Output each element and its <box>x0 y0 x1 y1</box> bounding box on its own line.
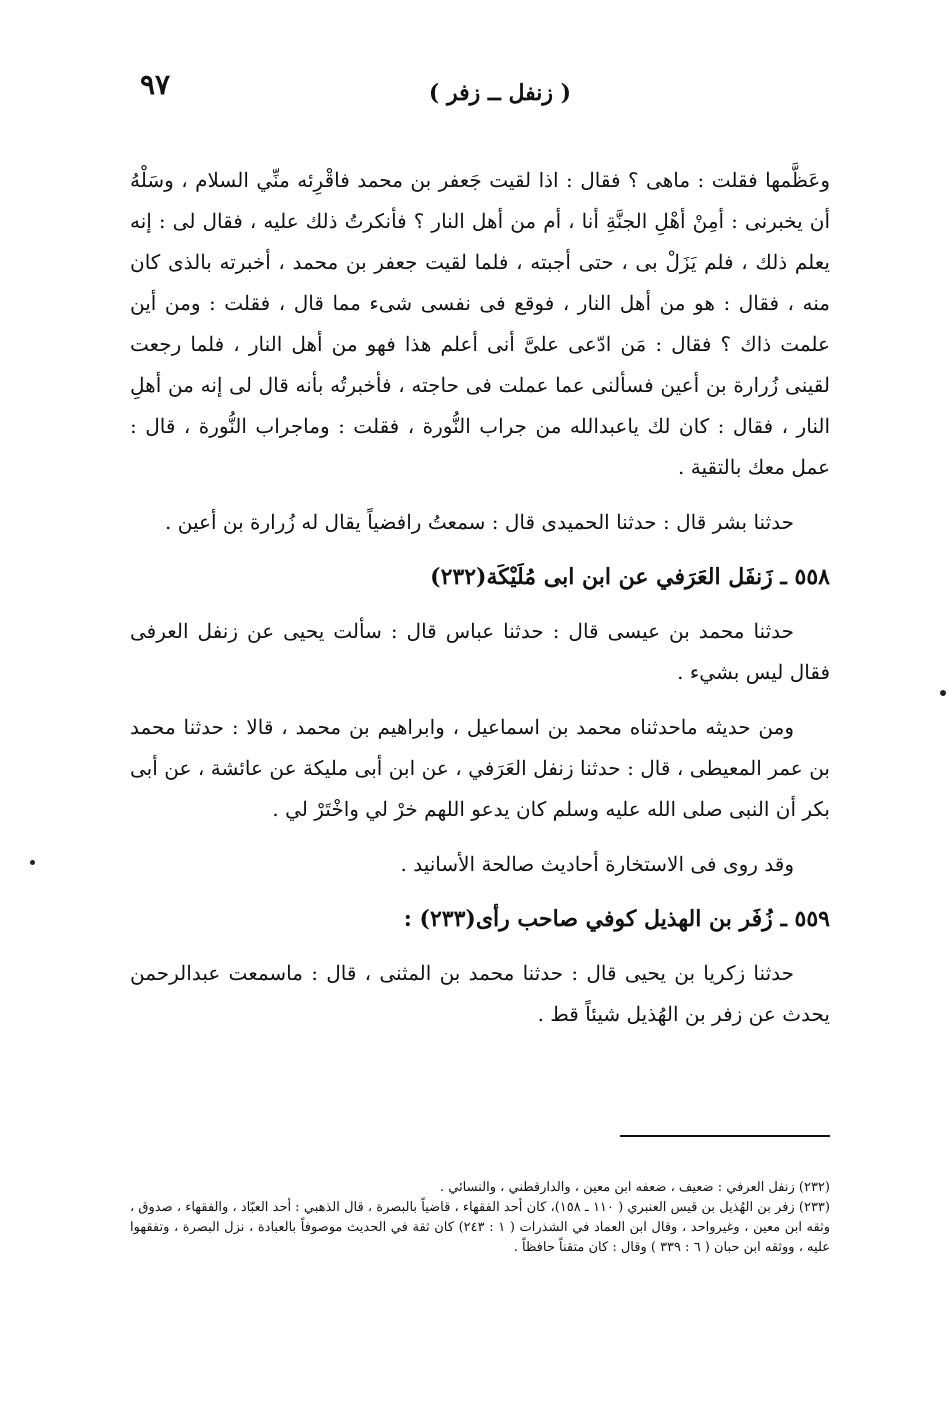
scan-speck <box>940 690 946 696</box>
entry-heading-559: ٥٥٩ ـ زُفَر بن الهذيل كوفي صاحب رأى(٢٣٣) : <box>403 906 830 932</box>
entry-heading-558: ٥٥٨ ـ زَنفَل العَرَفي عن ابن ابى مُلَيْكَة(٢٣٢) <box>430 564 830 590</box>
paragraph-3: حدثنا محمد بن عيسى قال : حدثنا عباس قال : سألت يحيى عن زنفل العرفى فقال ليس بشيء . <box>130 619 830 684</box>
main-text <box>130 160 830 1049</box>
footnote-233: (٢٣٣) زفر بن الهُذيل بن قيس العنبري ( ١١٠ ـ ١٥٨)، كان أحد الفقهاء ، قاضياً بالبصرة ، قال الذهبي : أحد العبّاد ، والفقهاء ، صدوق ، وثقه ابن معين ، وغيرواحد ، وقال ابن العماد في الشذرات ( ١ : ٢٤٣) كان ثقة في الحديث موصوفاً بالعبادة ، نزل البصرة ، وتفقهوا عليه ، ووثقه ابن حبان ( ٦ : ٣٣٩ ) وقال : كان متقناً حافظاً . <box>130 1200 830 1255</box>
footnotes <box>130 1178 830 1258</box>
scan-speck <box>30 860 35 865</box>
paragraph-1: وعَظَّمها فقلت : ماهى ؟ فقال : اذا لقيت جَعفر بن محمد فاقْرِئه منِّي السلام ، وسَلْهُ أن يخبرنى : أمِنْ أهْلِ الجنَّةِ أنا ، أم من أهل النار ؟ فأنكرتُ ذلك عليه ، فقال لى : إنه يعلم ذلك ، فلم يَزَلْ بى ، حتى أجبته ، فلما لقيت جعفر بن محمد ، أخبرته بالذى كان منه ، فقال : هو من أهل النار ، فوقع فى نفسى شىء مما قال ، فقلت : ومن أين علمت ذاك ؟ فقال : مَن ادّعى علىَّ أنى أعلم هذا فهو من أهل النار ، فلما رجعت لقينى زُرارة بن أعين فسألنى عما عملت فى حاجته ، فأخبرتُه بأنه قال لى إنه من أهلِ النار ، فقال : كان لك ياعبدالله من جراب النُّورة ، فقلت : وماجراب النُّورة ، قال : عمل معك بالتقية . <box>130 168 830 479</box>
footnote-separator <box>620 1135 830 1137</box>
page-number: ٩٧ <box>140 68 171 101</box>
paragraph-2: حدثنا بشر قال : حدثنا الحميدى قال : سمعتُ رافضياً يقال له زُرارة بن أعين . <box>165 510 794 534</box>
paragraph-6: حدثنا زكريا بن يحيى قال : حدثنا محمد بن المثنى ، قال : ماسمعت عبدالرحمن يحدث عن زفر بن الهُذيل شيئاً قط . <box>130 961 830 1026</box>
paragraph-5: وقد روى فى الاستخارة أحاديث صالحة الأسانيد . <box>400 852 794 876</box>
footnote-232: (٢٣٢) زنفل العرفي : ضعيف ، ضعفه ابن معين ، والدارقطني ، والنسائي . <box>439 1180 830 1195</box>
paragraph-4: ومن حديثه ماحدثناه محمد بن اسماعيل ، وابراهيم بن محمد ، قالا : حدثنا محمد بن عمر المعيطى ، قال : حدثنا زنفل العَرَفي ، عن ابن أبى مليكة عن عائشة ، عن أبى بكر أن النبى صلى الله عليه وسلم كان يدعو اللهم خرْ لي واخْتَرْ لي . <box>130 715 830 821</box>
running-head: ( زنفل ــ زفر ) <box>428 80 572 106</box>
